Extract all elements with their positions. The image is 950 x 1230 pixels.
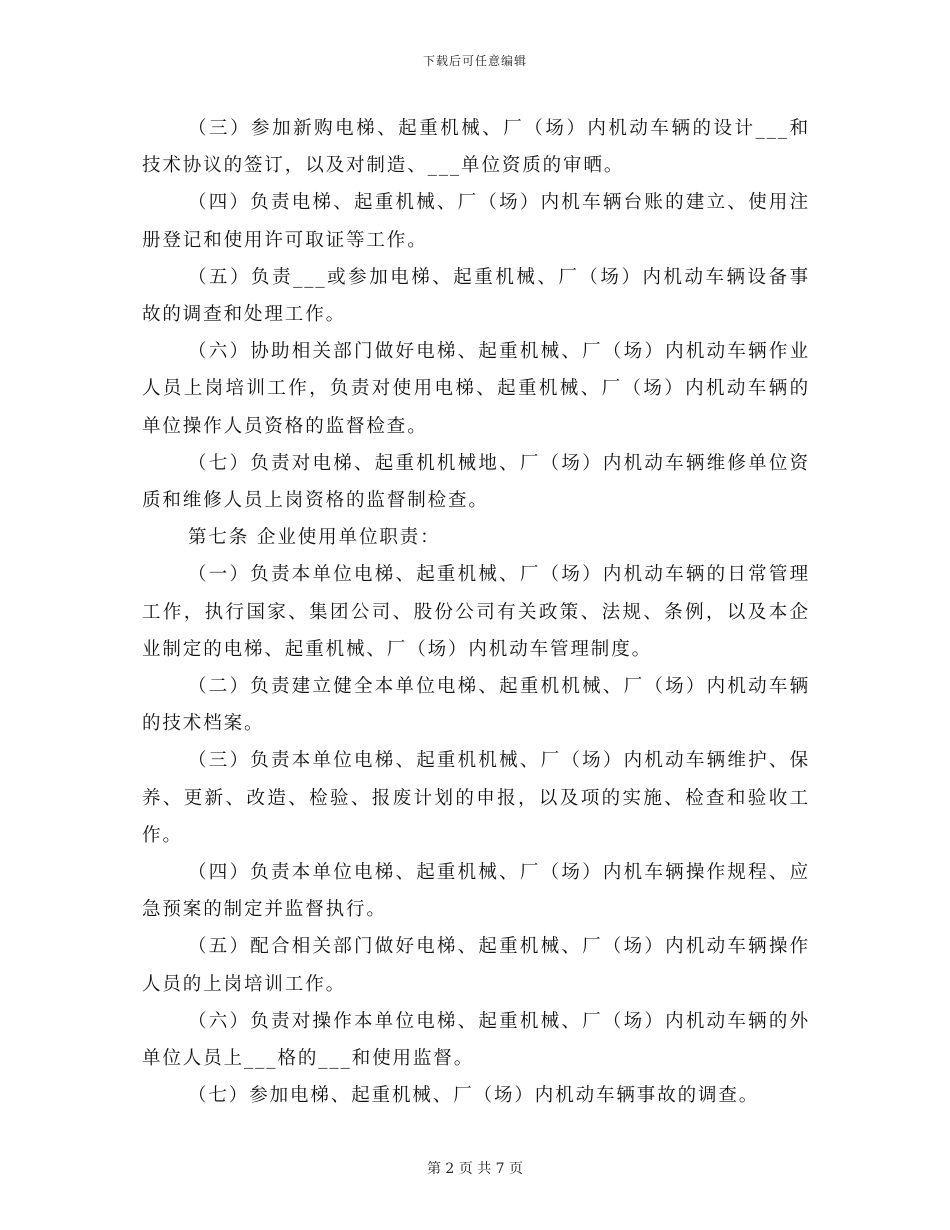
paragraph-9: （三）负责本单位电梯、起重机机械、厂（场）内机动车辆维护、保养、更新、改造、检验、报废计划的申报，以及项的实施、检查和验收工作。 <box>142 750 810 846</box>
paragraph-5: （七）负责对电梯、起重机机械地、厂（场）内机动车辆维修单位资质和维修人员上岗资格的监督制检查。 <box>142 452 810 512</box>
article-heading: 第七条 企业使用单位职责： <box>188 527 441 549</box>
page-header: 下载后可任意编辑 <box>422 54 527 68</box>
page-footer: 第 2 页 共 7 页 <box>426 1161 524 1177</box>
paragraph-12: （六）负责对操作本单位电梯、起重机械、厂（场）内机动车辆的外单位人员上___格的___和使用监督。 <box>142 1010 810 1070</box>
paragraph-4: （六）协助相关部门做好电梯、起重机械、厂（场）内机动车辆作业人员上岗培训工作，负责对使用电梯、起重机械、厂（场）内机动车辆的单位操作人员资格的监督检查。 <box>142 341 810 437</box>
document-body <box>142 110 810 1114</box>
paragraph-13: （七）参加电梯、起重机械、厂（场）内机动车辆事故的调查。 <box>188 1085 760 1107</box>
paragraph-11: （五）配合相关部门做好电梯、起重机械、厂（场）内机动车辆操作人员的上岗培训工作。 <box>142 936 810 995</box>
paragraph-1: （三）参加新购电梯、起重机械、厂（场）内机动车辆的设计___和技术协议的签订，以及对制造、___单位资质的审晒。 <box>142 118 810 177</box>
paragraph-3: （五）负责___或参加电梯、起重机械、厂（场）内机动车辆设备事故的调查和处理工作。 <box>142 266 810 326</box>
paragraph-10: （四）负责本单位电梯、起重机械、厂（场）内机车辆操作规程、应急预案的制定并监督执行。 <box>142 862 810 921</box>
paragraph-8: （二）负责建立健全本单位电梯、起重机机械、厂（场）内机动车辆的技术档案。 <box>142 676 810 735</box>
paragraph-2: （四）负责电梯、起重机械、厂（场）内机车辆台账的建立、使用注册登记和使用许可取证等工作。 <box>142 192 810 251</box>
paragraph-7: （一）负责本单位电梯、起重机械、厂（场）内机动车辆的日常管理工作，执行国家、集团公司、股份公司有关政策、法规、条例，以及本企业制定的电梯、起重机械、厂（场）内机动车管理制度。 <box>142 564 810 660</box>
